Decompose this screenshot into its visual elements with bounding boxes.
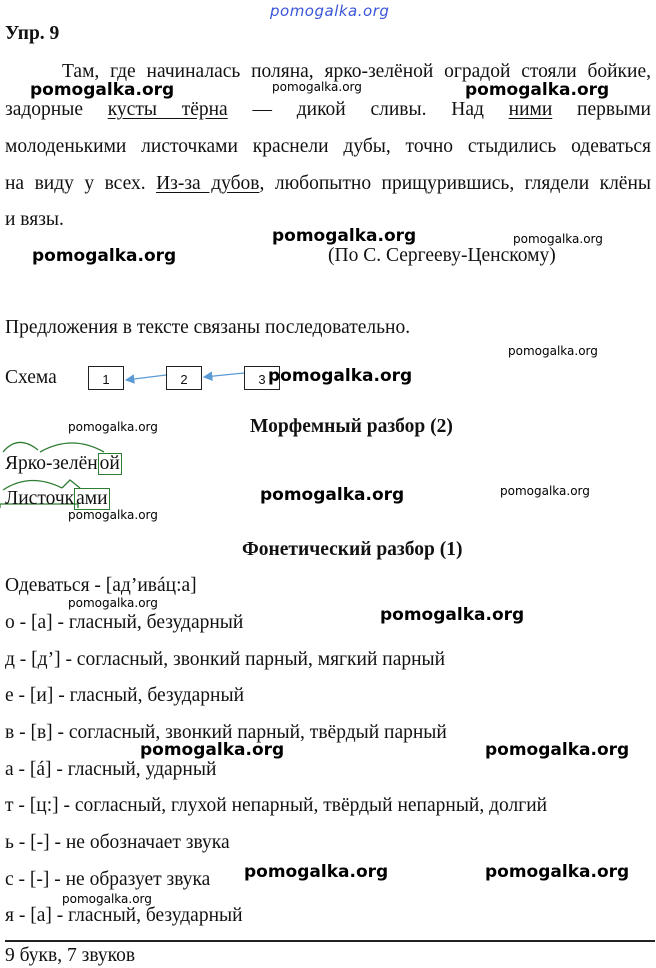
phonetic-row: д - [д’] - согласный, звонкий парный, мягкий парный <box>5 649 446 670</box>
underlined-subject: кусты тёрна <box>107 99 228 120</box>
root-arc-2 <box>40 443 104 452</box>
watermark: pomogalka.org <box>272 226 417 246</box>
watermark: pomogalka.org <box>465 80 610 100</box>
watermark: pomogalka.org <box>485 740 630 760</box>
phonetic-row: т - [ц:] - согласный, глухой непарный, твёрдый непарный, долгий <box>5 795 548 816</box>
divider <box>5 940 655 942</box>
paragraph-line-1: Там, где начиналась поляна, ярко-зелёной оградой стояли бойкие, <box>62 61 651 82</box>
ending-box-1: ой <box>99 453 120 474</box>
scheme-arrows <box>0 0 656 400</box>
watermark: pomogalka.org <box>380 605 525 625</box>
underlined-adverbial-2: Из-за дубов <box>156 173 260 194</box>
phonetic-row: я - [а] - гласный, безударный <box>5 905 243 926</box>
watermark: pomogalka.org <box>272 80 362 94</box>
connection-note: Предложения в тексте связаны последовательно. <box>5 317 411 338</box>
paragraph-line-5: и вязы. <box>5 209 64 230</box>
arrow-2-to-1 <box>126 375 166 380</box>
morpheme-word-1: Ярко-зелён ой <box>5 453 120 474</box>
phonetic-row: ь - [-] - не обозначает звука <box>5 832 230 853</box>
watermark: pomogalka.org <box>500 484 590 498</box>
morpheme-title: Морфемный разбор (2) <box>250 416 453 437</box>
watermark: pomogalka.org <box>68 596 158 610</box>
watermark: pomogalka.org <box>260 485 405 505</box>
watermark: pomogalka.org <box>513 232 603 246</box>
arrow-3-to-2 <box>204 373 244 377</box>
underlined-adverbial: ними <box>508 99 553 120</box>
phonetic-word: Одеваться - [ад’ивáц:а] <box>5 575 197 596</box>
phonetic-row: е - [и] - гласный, безударный <box>5 685 245 706</box>
watermark-top: pomogalka.org <box>270 2 390 20</box>
scheme-box-1: 1 <box>88 366 124 390</box>
phonetic-row: с - [-] - не образует звука <box>5 869 211 890</box>
watermark: pomogalka.org <box>68 420 158 434</box>
root-arc-1 <box>3 442 38 452</box>
scheme-label: Схема <box>5 367 57 388</box>
watermark: pomogalka.org <box>62 892 152 906</box>
attribution: (По С. Сергееву-Ценскому) <box>328 245 556 266</box>
watermark: pomogalka.org <box>68 508 158 522</box>
phonetic-row: в - [в] - согласный, звонкий парный, твёрдый парный <box>5 722 447 743</box>
paragraph-line-4: на виду у всех. Из-за дубов, любопытно прищурившись, глядели клёны <box>5 173 652 194</box>
phonetic-summary: 9 букв, 7 звуков <box>5 945 136 966</box>
morpheme-word-2: Листочк ами <box>5 488 108 509</box>
watermark: pomogalka.org <box>32 246 177 266</box>
watermark: pomogalka.org <box>485 862 630 882</box>
scheme-box-3: 3 <box>244 366 280 390</box>
watermark: pomogalka.org <box>140 740 285 760</box>
ending-box-2: ами <box>76 488 108 509</box>
watermark: pomogalka.org <box>30 80 175 100</box>
phonetic-title: Фонетический разбор (1) <box>242 539 463 560</box>
scheme-box-2: 2 <box>166 366 202 390</box>
watermark: pomogalka.org <box>508 344 598 358</box>
phonetic-row: а - [á] - гласный, ударный <box>5 759 217 780</box>
paragraph-line-2: задорные кусты тёрна — дикой сливы. Над ними первыми <box>5 99 651 120</box>
paragraph-line-3: молоденькими листочками краснели дубы, точно стыдились одеваться <box>5 136 651 157</box>
phonetic-row: о - [а] - гласный, безударный <box>5 612 244 633</box>
watermark: pomogalka.org <box>244 862 389 882</box>
watermark: pomogalka.org <box>268 366 413 386</box>
exercise-title: Упр. 9 <box>5 23 60 44</box>
